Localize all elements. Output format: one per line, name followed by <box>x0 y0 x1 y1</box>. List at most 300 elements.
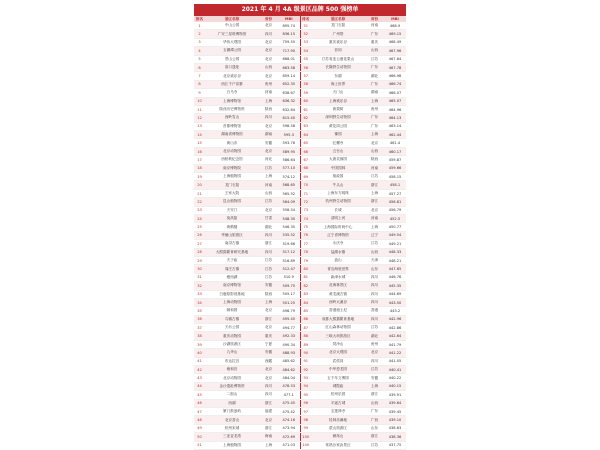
right-name-cell: 长城 <box>311 206 365 214</box>
table-row <box>194 72 406 80</box>
left-rank-cell: 38 <box>194 332 205 340</box>
left-rank-cell: 25 <box>194 223 205 231</box>
right-name-cell: 红螺寺 <box>311 139 365 147</box>
right-mbi-cell: 439.91 <box>384 391 406 399</box>
left-name-cell: 厦门鼓浪屿 <box>205 407 259 415</box>
left-rank-cell: 21 <box>194 189 205 197</box>
left-province-cell: 浙江 <box>259 424 278 432</box>
right-mbi-cell: 469.15 <box>384 30 406 38</box>
right-name-cell: 桂林乐满地 <box>311 416 365 424</box>
left-mbi-cell: 505.17 <box>278 290 300 298</box>
left-name-cell: 白马寺 <box>205 89 259 97</box>
right-province-cell: 四川 <box>365 357 384 365</box>
left-mbi-cell: 495.45 <box>278 315 300 323</box>
left-mbi-cell: 509.75 <box>278 282 300 290</box>
left-rank-cell: 44 <box>194 382 205 390</box>
right-rank-cell: 97 <box>300 407 311 415</box>
right-province-cell: 广东 <box>365 114 384 122</box>
left-name-cell: 上海动物园 <box>205 298 259 306</box>
table-row <box>194 374 406 382</box>
left-rank-cell: 51 <box>194 441 205 449</box>
left-province-cell: 浙江 <box>259 315 278 323</box>
left-mbi-cell: 659.14 <box>278 72 300 80</box>
right-name-cell: 中国园林 <box>311 164 365 172</box>
right-name-cell: 香港迪士尼 <box>311 307 365 315</box>
table-row <box>194 231 406 239</box>
header-rank: 排名 <box>195 16 204 21</box>
left-name-cell: 华蓥山旅游区 <box>205 231 259 239</box>
left-mbi-cell: 589.95 <box>278 147 300 155</box>
left-rank-cell: 23 <box>194 206 205 214</box>
left-name-cell: 中山公园 <box>205 22 259 30</box>
left-mbi-cell: 759.55 <box>278 38 300 46</box>
left-province-cell: 河南 <box>259 89 278 97</box>
right-province-cell: 上海 <box>365 131 384 139</box>
right-province-cell: 河南 <box>365 214 384 222</box>
left-name-cell: 上海植物园 <box>205 173 259 181</box>
table-row <box>194 307 406 315</box>
left-province-cell: 上海 <box>259 298 278 306</box>
table-row <box>194 332 406 340</box>
left-mbi-cell: 593.76 <box>278 139 300 147</box>
left-mbi-cell: 636.32 <box>278 97 300 105</box>
left-province-cell: 江苏 <box>259 164 278 172</box>
right-province-cell: 河南 <box>365 22 384 30</box>
left-name-cell: 龙门石窟 <box>205 181 259 189</box>
right-name-cell: 西岭大溪谷 <box>311 298 365 306</box>
right-rank-cell: 63 <box>300 122 311 130</box>
right-province-cell: 山西 <box>365 399 384 407</box>
right-rank-cell: 52 <box>300 30 311 38</box>
right-rank-cell: 58 <box>300 80 311 88</box>
left-name-cell: 天坛公园 <box>205 324 259 332</box>
left-rank-cell: 14 <box>194 131 205 139</box>
left-rank-cell: 24 <box>194 214 205 222</box>
right-province-cell: 山西 <box>365 147 384 155</box>
right-mbi-cell: 443.50 <box>384 298 406 306</box>
right-name-cell: 大唐芙蓉园 <box>311 156 365 164</box>
left-province-cell: 安徽 <box>259 349 278 357</box>
left-mbi-cell: 516.89 <box>278 256 300 264</box>
right-rank-cell: 51 <box>300 22 311 30</box>
right-name-cell: 江苏省连云港花果山 <box>311 55 365 63</box>
right-name-cell: 永庆寺 <box>311 240 365 248</box>
right-province-cell: 四川 <box>365 290 384 298</box>
left-mbi-cell: 498.79 <box>278 307 300 315</box>
right-mbi-cell: 465.07 <box>384 97 406 105</box>
left-name-cell: 南京博物院 <box>205 164 259 172</box>
right-mbi-cell: 448.21 <box>384 256 406 264</box>
left-rank-cell: 6 <box>194 63 205 71</box>
right-mbi-cell: 438.36 <box>384 433 406 441</box>
right-province-cell: 江苏 <box>365 366 384 374</box>
right-province-cell: 北京 <box>365 139 384 147</box>
left-name-cell: 西柏坡纪念馆 <box>205 156 259 164</box>
table-row <box>194 97 406 105</box>
right-province-cell: 辽宁 <box>365 231 384 239</box>
table-row <box>194 366 406 374</box>
left-rank-cell: 16 <box>194 147 205 155</box>
left-name-cell: 布达拉宫 <box>205 357 259 365</box>
right-rank-cell: 65 <box>300 139 311 147</box>
left-mbi-cell: 564.09 <box>278 198 300 206</box>
left-mbi-cell: 546.35 <box>278 223 300 231</box>
table-row <box>194 173 406 181</box>
header-name: 景区名称 <box>205 16 259 22</box>
left-name-cell: 玉渊潭公园 <box>205 47 259 55</box>
right-province-cell: 四川 <box>365 273 384 281</box>
left-rank-cell: 7 <box>194 72 205 80</box>
left-rank-cell: 5 <box>194 55 205 63</box>
left-name-cell: 雍和宫 <box>205 366 259 374</box>
left-rank-cell: 45 <box>194 391 205 399</box>
table-row <box>194 256 406 264</box>
right-province-cell: 广东 <box>365 122 384 130</box>
left-mbi-cell: 595.3 <box>278 131 300 139</box>
right-name-cell: 辽宁省博物馆 <box>311 231 365 239</box>
right-province-cell: 北京 <box>365 349 384 357</box>
right-province-cell: 山西 <box>365 248 384 256</box>
right-province-cell: 江苏 <box>365 324 384 332</box>
table-row <box>194 382 406 390</box>
left-rank-cell: 49 <box>194 424 205 432</box>
header-name-right: 景区名称 <box>311 16 365 22</box>
right-name-cell: 重庆欢乐谷 <box>311 38 365 46</box>
right-name-cell: 常熟沙家浜景区 <box>311 441 365 449</box>
left-rank-cell: 31 <box>194 273 205 281</box>
right-mbi-cell: 446.76 <box>384 273 406 281</box>
right-rank-cell: 70 <box>300 181 311 189</box>
table-row <box>194 30 406 38</box>
left-rank-cell: 32 <box>194 282 205 290</box>
right-rank-cell: 78 <box>300 248 311 256</box>
right-rank-cell: 98 <box>300 416 311 424</box>
right-rank-cell: 93 <box>300 374 311 382</box>
table-row <box>194 298 406 306</box>
table-row <box>194 433 406 441</box>
ranking-table <box>194 16 406 450</box>
right-mbi-cell: 437.75 <box>384 441 406 449</box>
table-row <box>194 114 406 122</box>
right-province-cell: 江苏 <box>365 441 384 449</box>
right-mbi-cell: 441.05 <box>384 357 406 365</box>
right-rank-cell: 84 <box>300 298 311 306</box>
right-name-cell: 天门山 <box>311 89 365 97</box>
right-province-cell: 山东 <box>365 265 384 273</box>
right-province-cell: 江苏 <box>365 240 384 248</box>
left-province-cell: 北京 <box>259 206 278 214</box>
left-rank-cell: 12 <box>194 114 205 122</box>
left-name-cell: 沙湖旅游区 <box>205 340 259 348</box>
left-name-cell: 西湖 <box>205 399 259 407</box>
left-rank-cell: 27 <box>194 240 205 248</box>
right-province-cell: 上海 <box>365 223 384 231</box>
left-name-cell: 杭州宋城 <box>205 424 259 432</box>
left-province-cell: 山西 <box>259 189 278 197</box>
right-mbi-cell: 444.69 <box>384 290 406 298</box>
table-row <box>194 156 406 164</box>
left-mbi-cell: 478.53 <box>278 382 300 390</box>
left-mbi-cell: 512.47 <box>278 265 300 273</box>
right-mbi-cell: 452.5 <box>384 214 406 222</box>
right-rank-cell: 80 <box>300 265 311 273</box>
right-rank-cell: 89 <box>300 340 311 348</box>
right-province-cell: 上海 <box>365 97 384 105</box>
right-province-cell: 浙江 <box>365 198 384 206</box>
left-rank-cell: 4 <box>194 47 205 55</box>
left-province-cell: 北京 <box>259 122 278 130</box>
left-rank-cell: 18 <box>194 164 205 172</box>
right-province-cell: 上海 <box>365 189 384 197</box>
right-rank-cell: 90 <box>300 349 311 357</box>
table-row <box>194 206 406 214</box>
right-mbi-cell: 462.44 <box>384 131 406 139</box>
right-name-cell: 杭州野生动物园 <box>311 198 365 206</box>
left-province-cell: 上海 <box>259 441 278 449</box>
left-name-cell: 南京博物馆 <box>205 282 259 290</box>
table-row <box>194 181 406 189</box>
right-name-cell: 梵净山 <box>311 340 365 348</box>
left-province-cell: 浙江 <box>259 399 278 407</box>
right-mbi-cell: 441.79 <box>384 340 406 348</box>
right-name-cell: 花海林景区 <box>311 282 365 290</box>
table-row <box>194 105 406 113</box>
right-province-cell: 贵州 <box>365 340 384 348</box>
left-mbi-cell: 836.15 <box>278 30 300 38</box>
right-name-cell: 武侯祠 <box>311 357 365 365</box>
left-province-cell: 四川 <box>259 231 278 239</box>
right-rank-cell: 100 <box>300 441 311 449</box>
right-province-cell: 江苏 <box>365 55 384 63</box>
left-province-cell: 四川 <box>259 114 278 122</box>
right-rank-cell: 75 <box>300 223 311 231</box>
table-row <box>194 80 406 88</box>
left-name-cell: 北京欢乐谷 <box>205 72 259 80</box>
right-name-cell: 三峡大坝旅游区 <box>311 332 365 340</box>
left-province-cell: 北京 <box>259 55 278 63</box>
left-province-cell: 江苏 <box>259 273 278 281</box>
left-province-cell: 重庆 <box>259 332 278 340</box>
right-mbi-cell: 467.78 <box>384 63 406 71</box>
right-rank-cell: 62 <box>300 114 311 122</box>
left-rank-cell: 40 <box>194 349 205 357</box>
right-name-cell: 五台山 <box>311 147 365 155</box>
right-rank-cell: 66 <box>300 147 311 155</box>
left-province-cell: 安徽 <box>259 139 278 147</box>
table-row <box>194 47 406 55</box>
left-name-cell: 周庄古镇 <box>205 265 259 273</box>
left-rank-cell: 29 <box>194 256 205 264</box>
left-mbi-cell: 586.64 <box>278 156 300 164</box>
left-province-cell: 甘肃 <box>259 214 278 222</box>
left-province-cell: 陕西 <box>259 290 278 298</box>
right-mbi-cell: 459.66 <box>384 164 406 172</box>
left-rank-cell: 37 <box>194 324 205 332</box>
left-mbi-cell: 652.35 <box>278 80 300 88</box>
left-mbi-cell: 565.52 <box>278 189 300 197</box>
left-name-cell: 重庆动物园 <box>205 332 259 340</box>
right-name-cell: 平遥古城 <box>311 399 365 407</box>
left-name-cell: 大熊猫繁育研究基地 <box>205 248 259 256</box>
left-province-cell: 北京 <box>259 366 278 374</box>
right-mbi-cell: 441.22 <box>384 349 406 357</box>
left-name-cell: 洛口遗址 <box>205 63 259 71</box>
left-rank-cell: 35 <box>194 307 205 315</box>
left-name-cell: 陕西历史博物馆 <box>205 105 259 113</box>
left-province-cell: 江苏 <box>259 265 278 273</box>
header-mbi-right: MBI <box>384 16 406 22</box>
table-row <box>194 290 406 298</box>
left-mbi-cell: 577.10 <box>278 164 300 172</box>
right-name-cell: 晋祠 <box>311 47 365 55</box>
left-name-cell: 莫高窟 <box>205 214 259 222</box>
right-rank-cell: 67 <box>300 156 311 164</box>
right-rank-cell: 88 <box>300 332 311 340</box>
left-name-cell: 天安门 <box>205 206 259 214</box>
right-mbi-cell: 440.15 <box>384 382 406 390</box>
right-name-cell: 城隍庙 <box>311 382 365 390</box>
right-province-cell: 广东 <box>365 30 384 38</box>
right-mbi-cell: 463.14 <box>384 122 406 130</box>
left-province-cell: 河北 <box>259 156 278 164</box>
right-mbi-cell: 438.63 <box>384 424 406 432</box>
table-row <box>194 131 406 139</box>
right-province-cell: 浙江 <box>365 433 384 441</box>
table-row <box>194 139 406 147</box>
left-mbi-cell: 548.35 <box>278 214 300 222</box>
left-name-cell: 二郎山 <box>205 391 259 399</box>
left-mbi-cell: 472.69 <box>278 433 300 441</box>
right-mbi-cell: 466.98 <box>384 72 406 80</box>
left-province-cell: 安徽 <box>259 282 278 290</box>
left-province-cell: 江苏 <box>259 198 278 206</box>
left-rank-cell: 39 <box>194 340 205 348</box>
left-rank-cell: 26 <box>194 231 205 239</box>
right-province-cell: 贵州 <box>365 105 384 113</box>
right-name-cell: 豫园 <box>311 131 365 139</box>
right-mbi-cell: 440.41 <box>384 366 406 374</box>
left-mbi-cell: 501.25 <box>278 298 300 306</box>
left-name-cell: 景山公园 <box>205 55 259 63</box>
right-province-cell: 上海 <box>365 382 384 390</box>
right-name-cell: 盘山 <box>311 256 365 264</box>
left-mbi-cell: 475.42 <box>278 407 300 415</box>
left-mbi-cell: 475.45 <box>278 399 300 407</box>
right-name-cell: 青岛海底世界 <box>311 265 365 273</box>
right-rank-cell: 81 <box>300 273 311 281</box>
right-province-cell: 四川 <box>365 315 384 323</box>
header-mbi: MBI <box>278 16 300 22</box>
table-row <box>194 248 406 256</box>
left-name-cell: 北京动物园 <box>205 147 259 155</box>
right-mbi-cell: 459.87 <box>384 156 406 164</box>
left-mbi-cell: 638.67 <box>278 89 300 97</box>
right-province-cell: 北京 <box>365 206 384 214</box>
right-name-cell: 上海东方明珠 <box>311 189 365 197</box>
left-rank-cell: 34 <box>194 298 205 306</box>
right-province-cell: 四川 <box>365 282 384 290</box>
right-province-cell: 浙江 <box>365 181 384 189</box>
table-row <box>194 240 406 248</box>
left-province-cell: 西藏 <box>259 357 278 365</box>
left-name-cell: 三亚亚龙湾 <box>205 433 259 441</box>
left-rank-cell: 1 <box>194 22 205 30</box>
right-province-cell: 山西 <box>365 47 384 55</box>
right-name-cell: 海上世界 <box>311 80 365 88</box>
left-province-cell: 北京 <box>259 324 278 332</box>
left-name-cell: 瘦西湖 <box>205 273 259 281</box>
left-mbi-cell: 492.33 <box>278 332 300 340</box>
left-mbi-cell: 535.52 <box>278 231 300 239</box>
table-row <box>194 340 406 348</box>
right-mbi-cell: 464.96 <box>384 105 406 113</box>
table-row <box>194 189 406 197</box>
left-mbi-cell: 484.04 <box>278 374 300 382</box>
left-mbi-cell: 490.34 <box>278 340 300 348</box>
table-row <box>194 424 406 432</box>
left-province-cell: 贵州 <box>259 80 278 88</box>
right-rank-cell: 79 <box>300 256 311 264</box>
table-row <box>194 265 406 273</box>
right-rank-cell: 94 <box>300 382 311 390</box>
left-mbi-cell: 895.74 <box>278 22 300 30</box>
left-name-cell: 九华山 <box>205 349 259 357</box>
table-row <box>194 324 406 332</box>
left-name-cell: 黄山市 <box>205 139 259 147</box>
right-province-cell: 广东 <box>365 80 384 88</box>
left-province-cell: 北京 <box>259 22 278 30</box>
right-mbi-cell: 443.2 <box>384 307 406 315</box>
left-rank-cell: 42 <box>194 366 205 374</box>
right-name-cell: 杭州乐园 <box>311 391 365 399</box>
left-rank-cell: 13 <box>194 122 205 130</box>
header-province: 省份 <box>259 16 278 22</box>
table-row <box>194 63 406 71</box>
right-rank-cell: 69 <box>300 173 311 181</box>
left-mbi-cell: 485.62 <box>278 357 300 365</box>
right-rank-cell: 86 <box>300 315 311 323</box>
right-province-cell: 广东 <box>365 63 384 71</box>
right-mbi-cell: 458.1 <box>384 181 406 189</box>
left-rank-cell: 41 <box>194 357 205 365</box>
left-name-cell: 夫子庙 <box>205 256 259 264</box>
left-name-cell: 首都博物馆 <box>205 122 259 130</box>
left-name-cell: 白鹿原影视基地 <box>205 290 259 298</box>
right-rank-cell: 85 <box>300 307 311 315</box>
right-province-cell: 湖北 <box>365 72 384 80</box>
right-province-cell: 湖南 <box>365 89 384 97</box>
table-row <box>194 282 406 290</box>
table-row <box>194 122 406 130</box>
right-name-cell: 成都大熊猫繁育基地 <box>311 315 365 323</box>
right-name-cell: 深圳野生动物园 <box>311 114 365 122</box>
left-mbi-cell: 477.1 <box>278 391 300 399</box>
left-rank-cell: 3 <box>194 38 205 46</box>
right-mbi-cell: 468.49 <box>384 38 406 46</box>
right-rank-cell: 72 <box>300 198 311 206</box>
right-province-cell: 四川 <box>365 298 384 306</box>
table-row <box>194 416 406 424</box>
left-rank-cell: 17 <box>194 156 205 164</box>
table-row <box>194 391 406 399</box>
right-mbi-cell: 439.45 <box>384 407 406 415</box>
left-rank-cell: 20 <box>194 181 205 189</box>
right-name-cell: 雁荡山 <box>311 433 365 441</box>
ranking-document <box>194 4 406 448</box>
right-mbi-cell: 447.65 <box>384 265 406 273</box>
left-name-cell: 湖南省博物馆 <box>205 131 259 139</box>
right-mbi-cell: 456.81 <box>384 198 406 206</box>
